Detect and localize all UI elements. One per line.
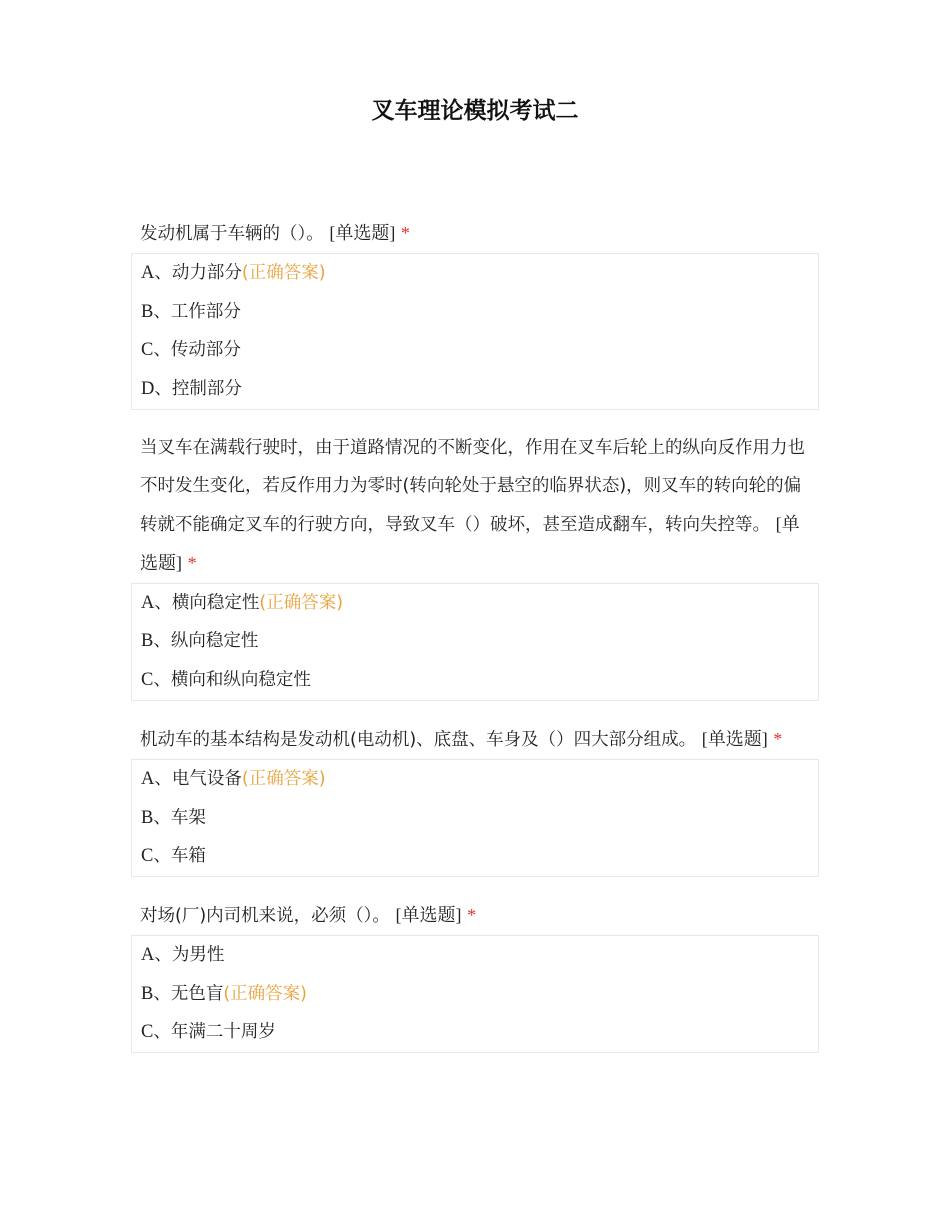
option-text: 控制部分 bbox=[171, 379, 242, 400]
option-letter: A bbox=[141, 592, 155, 613]
option-letter: C bbox=[141, 670, 154, 691]
option-separator: 、 bbox=[153, 846, 171, 867]
question-stem: 当叉车在满载行驶时，由于道路情况的不断变化，作用在叉车后轮上的纵向反作用力也不时发生变化，若反作用力为零时(转向轮处于悬空的临界状态)，则叉车的转向轮的偏转就不能确定叉车的行驶方向，导致叉车（）破坏，甚至造成翻车，转向失控等。 bbox=[140, 437, 805, 535]
option-letter: C bbox=[141, 340, 154, 361]
option-separator: 、 bbox=[154, 944, 172, 965]
option-a[interactable] bbox=[132, 584, 818, 623]
option-letter: B bbox=[141, 301, 154, 322]
option-letter: B bbox=[141, 807, 154, 828]
option-separator: 、 bbox=[153, 631, 171, 652]
question-4 bbox=[131, 896, 819, 1053]
option-b[interactable] bbox=[132, 293, 818, 332]
option-separator: 、 bbox=[154, 379, 172, 400]
option-letter: B bbox=[141, 983, 154, 1004]
question-text bbox=[131, 429, 819, 583]
option-b[interactable] bbox=[132, 622, 818, 661]
question-text bbox=[131, 896, 819, 935]
option-text: 无色盲 bbox=[170, 983, 224, 1004]
required-mark: * bbox=[400, 223, 410, 243]
option-separator: 、 bbox=[153, 983, 171, 1004]
option-text: 年满二十周岁 bbox=[170, 1022, 276, 1043]
question-stem: 机动车的基本结构是发动机(电动机)、底盘、车身及（）四大部分组成。 bbox=[140, 729, 697, 750]
page-title: 叉车理论模拟考试二 bbox=[371, 98, 579, 124]
required-mark: * bbox=[467, 904, 477, 925]
option-text: 动力部分 bbox=[171, 263, 242, 283]
question-2 bbox=[131, 429, 819, 701]
required-mark: * bbox=[773, 728, 783, 749]
question-list bbox=[131, 214, 819, 1072]
option-letter: A bbox=[141, 263, 155, 283]
option-letter: D bbox=[141, 379, 155, 400]
option-text: 横向和纵向稳定性 bbox=[170, 670, 311, 691]
option-text: 传动部分 bbox=[170, 340, 241, 361]
question-stem: 发动机属于车辆的（）。 bbox=[140, 224, 324, 244]
option-c[interactable] bbox=[132, 661, 818, 700]
question-type-label: [单选题] bbox=[140, 513, 800, 573]
correct-answer-tag: (正确答案) bbox=[241, 768, 326, 789]
option-text: 纵向稳定性 bbox=[170, 631, 259, 652]
question-text bbox=[131, 214, 819, 253]
option-letter: A bbox=[141, 768, 155, 789]
option-separator: 、 bbox=[153, 340, 171, 361]
options-list bbox=[131, 583, 819, 701]
option-separator: 、 bbox=[153, 1022, 171, 1043]
correct-answer-tag: (正确答案) bbox=[223, 983, 307, 1004]
option-text: 工作部分 bbox=[170, 301, 241, 322]
option-text: 电气设备 bbox=[171, 768, 242, 789]
option-separator: 、 bbox=[154, 263, 172, 283]
option-letter: A bbox=[141, 944, 155, 965]
option-text: 横向稳定性 bbox=[171, 592, 260, 613]
option-c[interactable] bbox=[132, 837, 818, 876]
options-list bbox=[131, 759, 819, 877]
option-letter: B bbox=[141, 631, 154, 652]
question-3 bbox=[131, 720, 819, 877]
option-b[interactable] bbox=[132, 975, 818, 1014]
option-separator: 、 bbox=[153, 670, 171, 691]
question-type-label: [单选题] bbox=[701, 728, 768, 749]
option-c[interactable] bbox=[132, 1013, 818, 1052]
option-text: 车箱 bbox=[170, 846, 206, 867]
option-letter: C bbox=[141, 846, 154, 867]
question-stem: 对场(厂)内司机来说，必须（）。 bbox=[140, 905, 390, 926]
correct-answer-tag: (正确答案) bbox=[259, 592, 344, 613]
option-b[interactable] bbox=[132, 799, 818, 838]
option-d[interactable] bbox=[132, 370, 818, 409]
options-list bbox=[131, 935, 819, 1053]
option-separator: 、 bbox=[154, 768, 172, 789]
option-a[interactable] bbox=[132, 760, 818, 799]
options-list bbox=[131, 253, 819, 410]
option-text: 车架 bbox=[170, 807, 206, 828]
option-a[interactable] bbox=[132, 936, 818, 975]
option-a[interactable] bbox=[132, 254, 818, 293]
option-separator: 、 bbox=[153, 301, 171, 322]
correct-answer-tag: (正确答案) bbox=[241, 263, 326, 283]
required-mark: * bbox=[187, 552, 197, 573]
option-separator: 、 bbox=[154, 592, 172, 613]
option-c[interactable] bbox=[132, 331, 818, 370]
option-letter: C bbox=[141, 1022, 154, 1043]
question-type-label: [单选题] bbox=[395, 904, 462, 925]
question-type-label: [单选题] bbox=[329, 223, 396, 243]
question-1 bbox=[131, 214, 819, 410]
option-separator: 、 bbox=[153, 807, 171, 828]
option-text: 为男性 bbox=[171, 944, 225, 965]
question-text bbox=[131, 720, 819, 759]
